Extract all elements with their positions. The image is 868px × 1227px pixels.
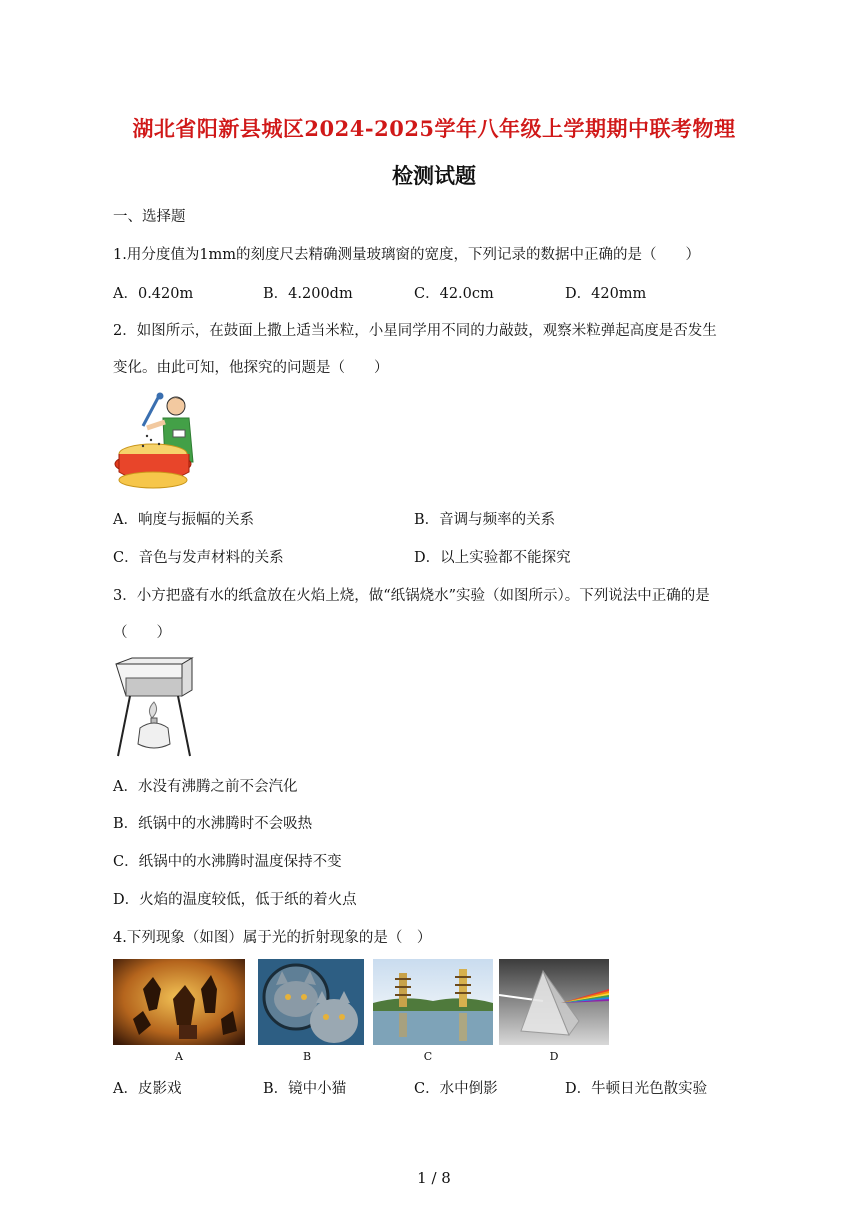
q4-option-b: B．镜中小猫: [263, 1081, 347, 1097]
q4-stem: 4.下列现象（如图）属于光的折射现象的是（ ）: [113, 930, 432, 946]
q4-caption-c: C: [423, 1050, 433, 1063]
drum-experiment-illustration: [113, 392, 198, 490]
q1-option-d: D．420mm: [565, 286, 647, 302]
section-heading: 一、选择题: [113, 209, 186, 225]
document-subtitle: 检测试题: [392, 163, 476, 188]
q4-option-a: A．皮影戏: [113, 1081, 182, 1097]
document-title: 湖北省阳新县城区2024-2025学年八年级上学期期中联考物理: [132, 116, 736, 141]
q1-stem: 1.用分度值为1mm的刻度尺去精确测量玻璃窗的宽度，下列记录的数据中正确的是（ ）: [113, 247, 701, 263]
cat-mirror-image: [258, 959, 364, 1045]
q2-option-b: B．音调与频率的关系: [414, 512, 556, 528]
q4-option-c: C．水中倒影: [414, 1081, 498, 1097]
q1-option-a: A．0.420m: [113, 286, 194, 302]
q4-option-d: D．牛顿日光色散实验: [565, 1081, 708, 1097]
q2-stem-line1: 2．如图所示，在鼓面上撒上适当米粒，小星同学用不同的力敲鼓，观察米粒弹起高度是否发生: [113, 323, 717, 339]
q2-option-c: C．音色与发声材料的关系: [113, 550, 284, 566]
q3-stem-line1: 3．小方把盛有水的纸盒放在火焰上烧，做“纸锅烧水”实验（如图所示）。下列说法中正确的是: [113, 588, 710, 604]
page-number: 1 / 8: [417, 1169, 451, 1187]
q4-caption-b: B: [302, 1050, 312, 1063]
q3-stem-line2: （ ）: [113, 625, 171, 641]
q2-option-d: D．以上实验都不能探究: [414, 550, 571, 566]
q3-option-a: A．水没有沸腾之前不会汽化: [113, 779, 298, 795]
q2-option-a: A．响度与振幅的关系: [113, 512, 254, 528]
prism-dispersion-image: [499, 959, 609, 1045]
q1-option-c: C．42.0cm: [414, 286, 494, 302]
q4-caption-a: A: [175, 1050, 183, 1063]
q4-caption-d: D: [549, 1050, 559, 1063]
q1-option-b: B．4.200dm: [263, 286, 353, 302]
paper-pot-illustration: [112, 656, 197, 758]
q3-option-d: D．火焰的温度较低，低于纸的着火点: [113, 892, 357, 908]
q3-option-b: B．纸锅中的水沸腾时不会吸热: [113, 816, 313, 832]
shadow-puppet-image: [113, 959, 245, 1045]
pagoda-reflection-image: [373, 959, 493, 1045]
q3-option-c: C．纸锅中的水沸腾时温度保持不变: [113, 854, 342, 870]
q2-stem-line2: 变化。由此可知，他探究的问题是（ ）: [113, 360, 389, 376]
